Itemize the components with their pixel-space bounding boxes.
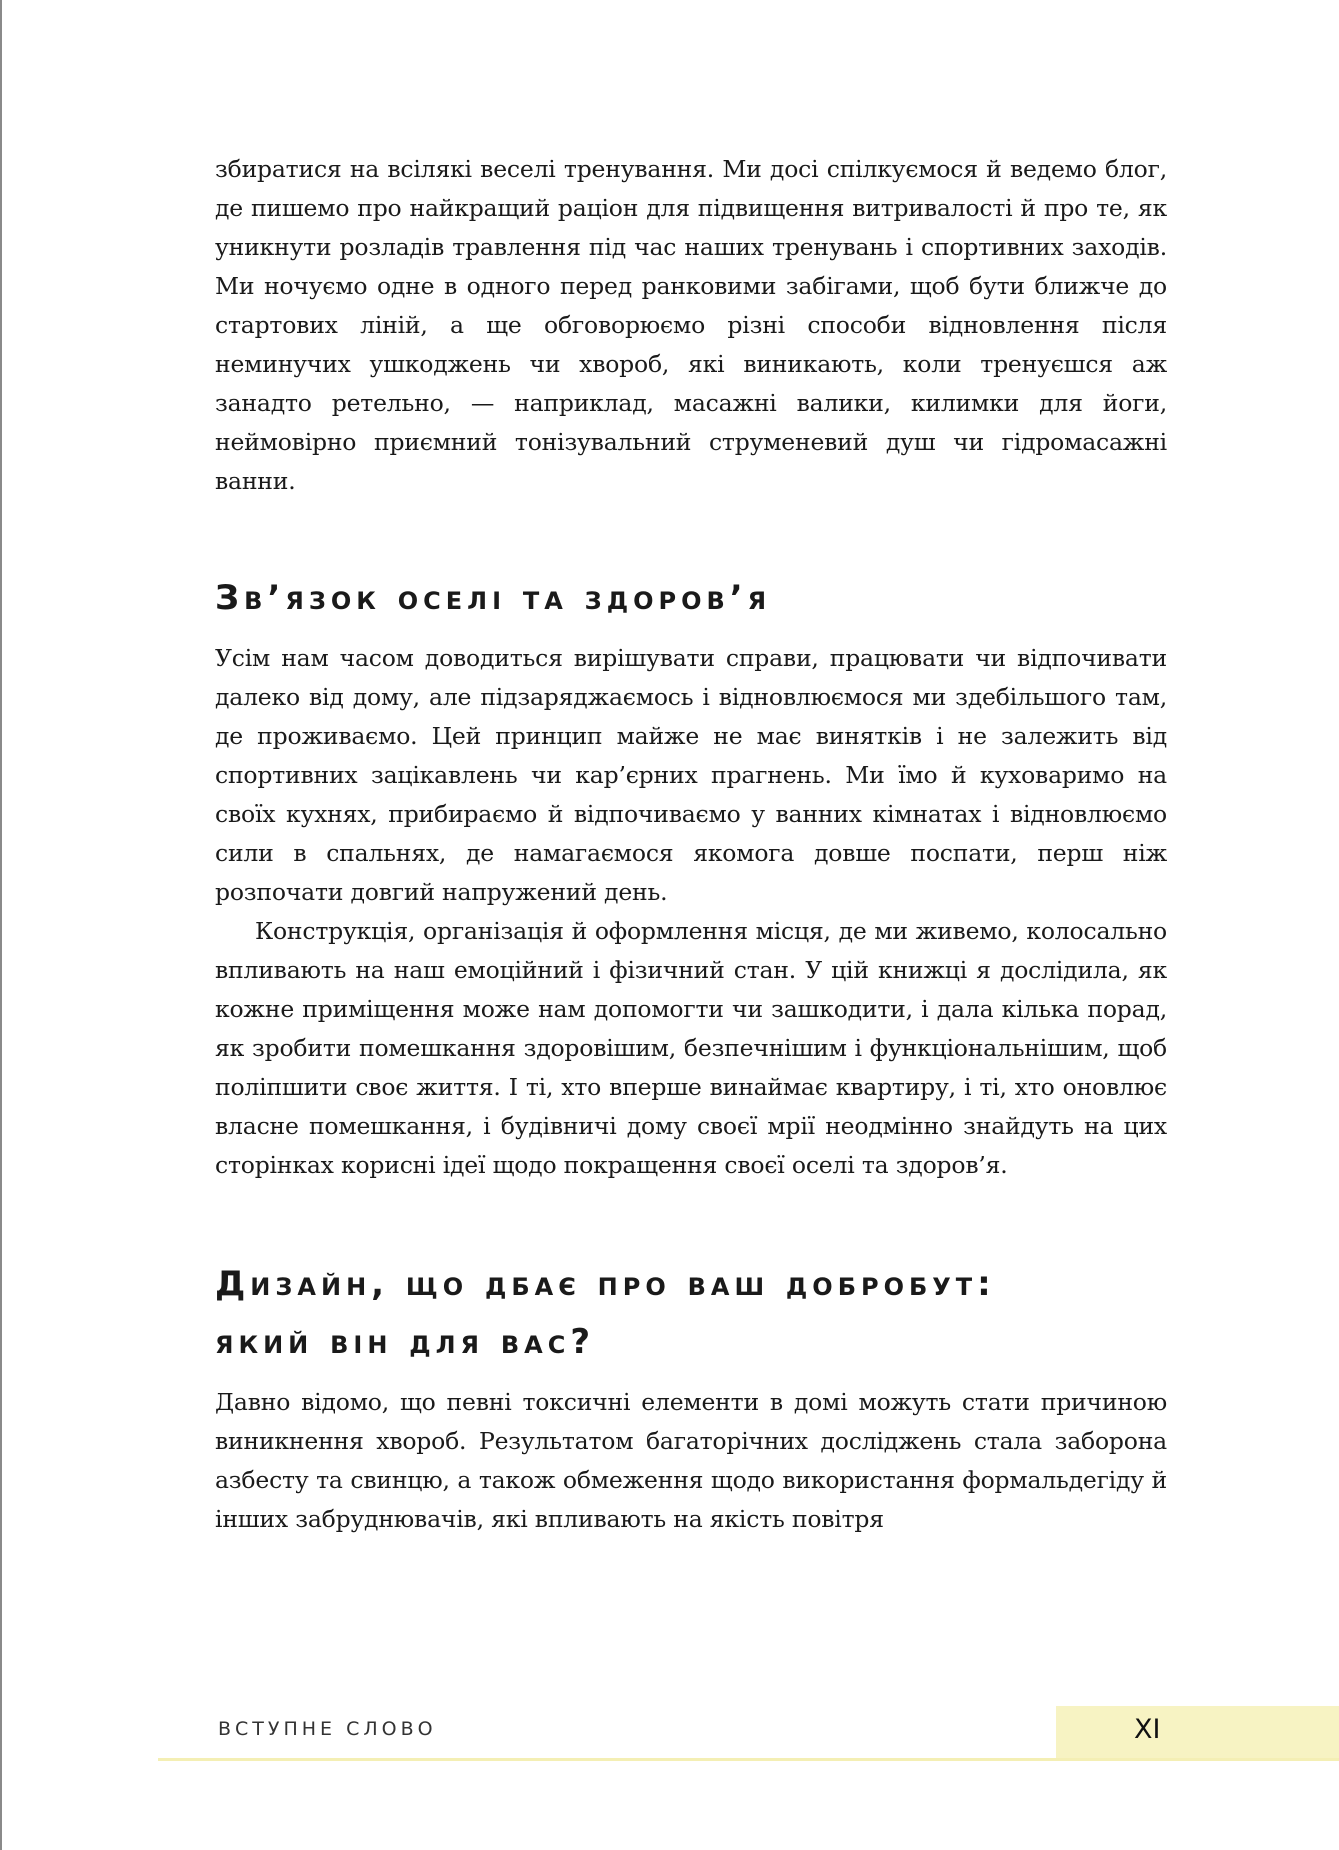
section-heading-wellbeing-design: [215, 1255, 1167, 1371]
page-number: XI: [1134, 1714, 1161, 1745]
section-heading-home-health: Зв’язок оселі та здоров’я: [215, 578, 772, 618]
page-content: [215, 150, 1167, 1539]
footer-rule: [158, 1758, 1339, 1761]
running-footer-label: ВСТУПНЕ СЛОВО: [218, 1718, 437, 1740]
section1-paragraph-1: Усім нам часом доводиться вирішувати справи, працювати чи відпочивати далеко від дому, але підзаряджаємось і відновлюємося ми здебільшого там, де проживаємо. Цей принцип майже не має винятків і не залежить від спортивних зацікавлень чи кар’єрних прагнень. Ми їмо й куховаримо на своїх кухнях, прибираємо й відпочиваємо у ванних кімнатах і відновлюємо сили в спальнях, де намагаємося якомога довше поспати, перш ніж розпочати довгий напружений день.: [215, 644, 1167, 906]
page-number-highlight: [1056, 1706, 1339, 1760]
heading-line-1: Дизайн, що дбає про ваш добробут:: [215, 1264, 996, 1304]
intro-paragraph: збиратися на всілякі веселі тренування. Ми досі спілкуємося й ведемо блог, де пишемо про найкращий раціон для підвищення витривалості й про те, як уникнути розладів травлення під час наших тренувань і спортивних заходів. Ми ночуємо одне в одного перед ранковими забігами, щоб бути ближче до стартових ліній, а ще обговорюємо різні способи відновлення після неминучих ушкоджень чи хвороб, які виникають, коли тренуєшся аж занадто ретельно, — наприклад, масажні валики, килимки для йоги, неймовірно приємний тонізувальний струменевий душ чи гідромасажні ванни.: [215, 155, 1167, 495]
section2-paragraph-1: Давно відомо, що певні токсичні елементи в домі можуть стати причиною виникнення хвороб. Результатом багаторічних досліджень стала заборона азбесту та свинцю, а також обмеження щодо використання формальдегіду й інших забруднювачів, які впливають на якість повітря: [215, 1388, 1167, 1533]
section1-paragraph-2: Конструкція, організація й оформлення місця, де ми живемо, колосально впливають на наш емоційний і фізичний стан. У цій книжці я дослідила, як кожне приміщення може нам допомогти чи зашкодити, і дала кілька порад, як зробити помешкання здоровішим, безпечнішим і функціональнішим, щоб поліпшити своє життя. І ті, хто вперше винаймає квартиру, і ті, хто оновлює власне помешкання, і будівничі дому своєї мрії неодмінно знайдуть на цих сторінках корисні ідеї щодо покращення своєї оселі та здоров’я.: [215, 917, 1167, 1179]
page-edge: [0, 0, 2, 1850]
heading-line-2: який він для вас?: [215, 1322, 596, 1362]
